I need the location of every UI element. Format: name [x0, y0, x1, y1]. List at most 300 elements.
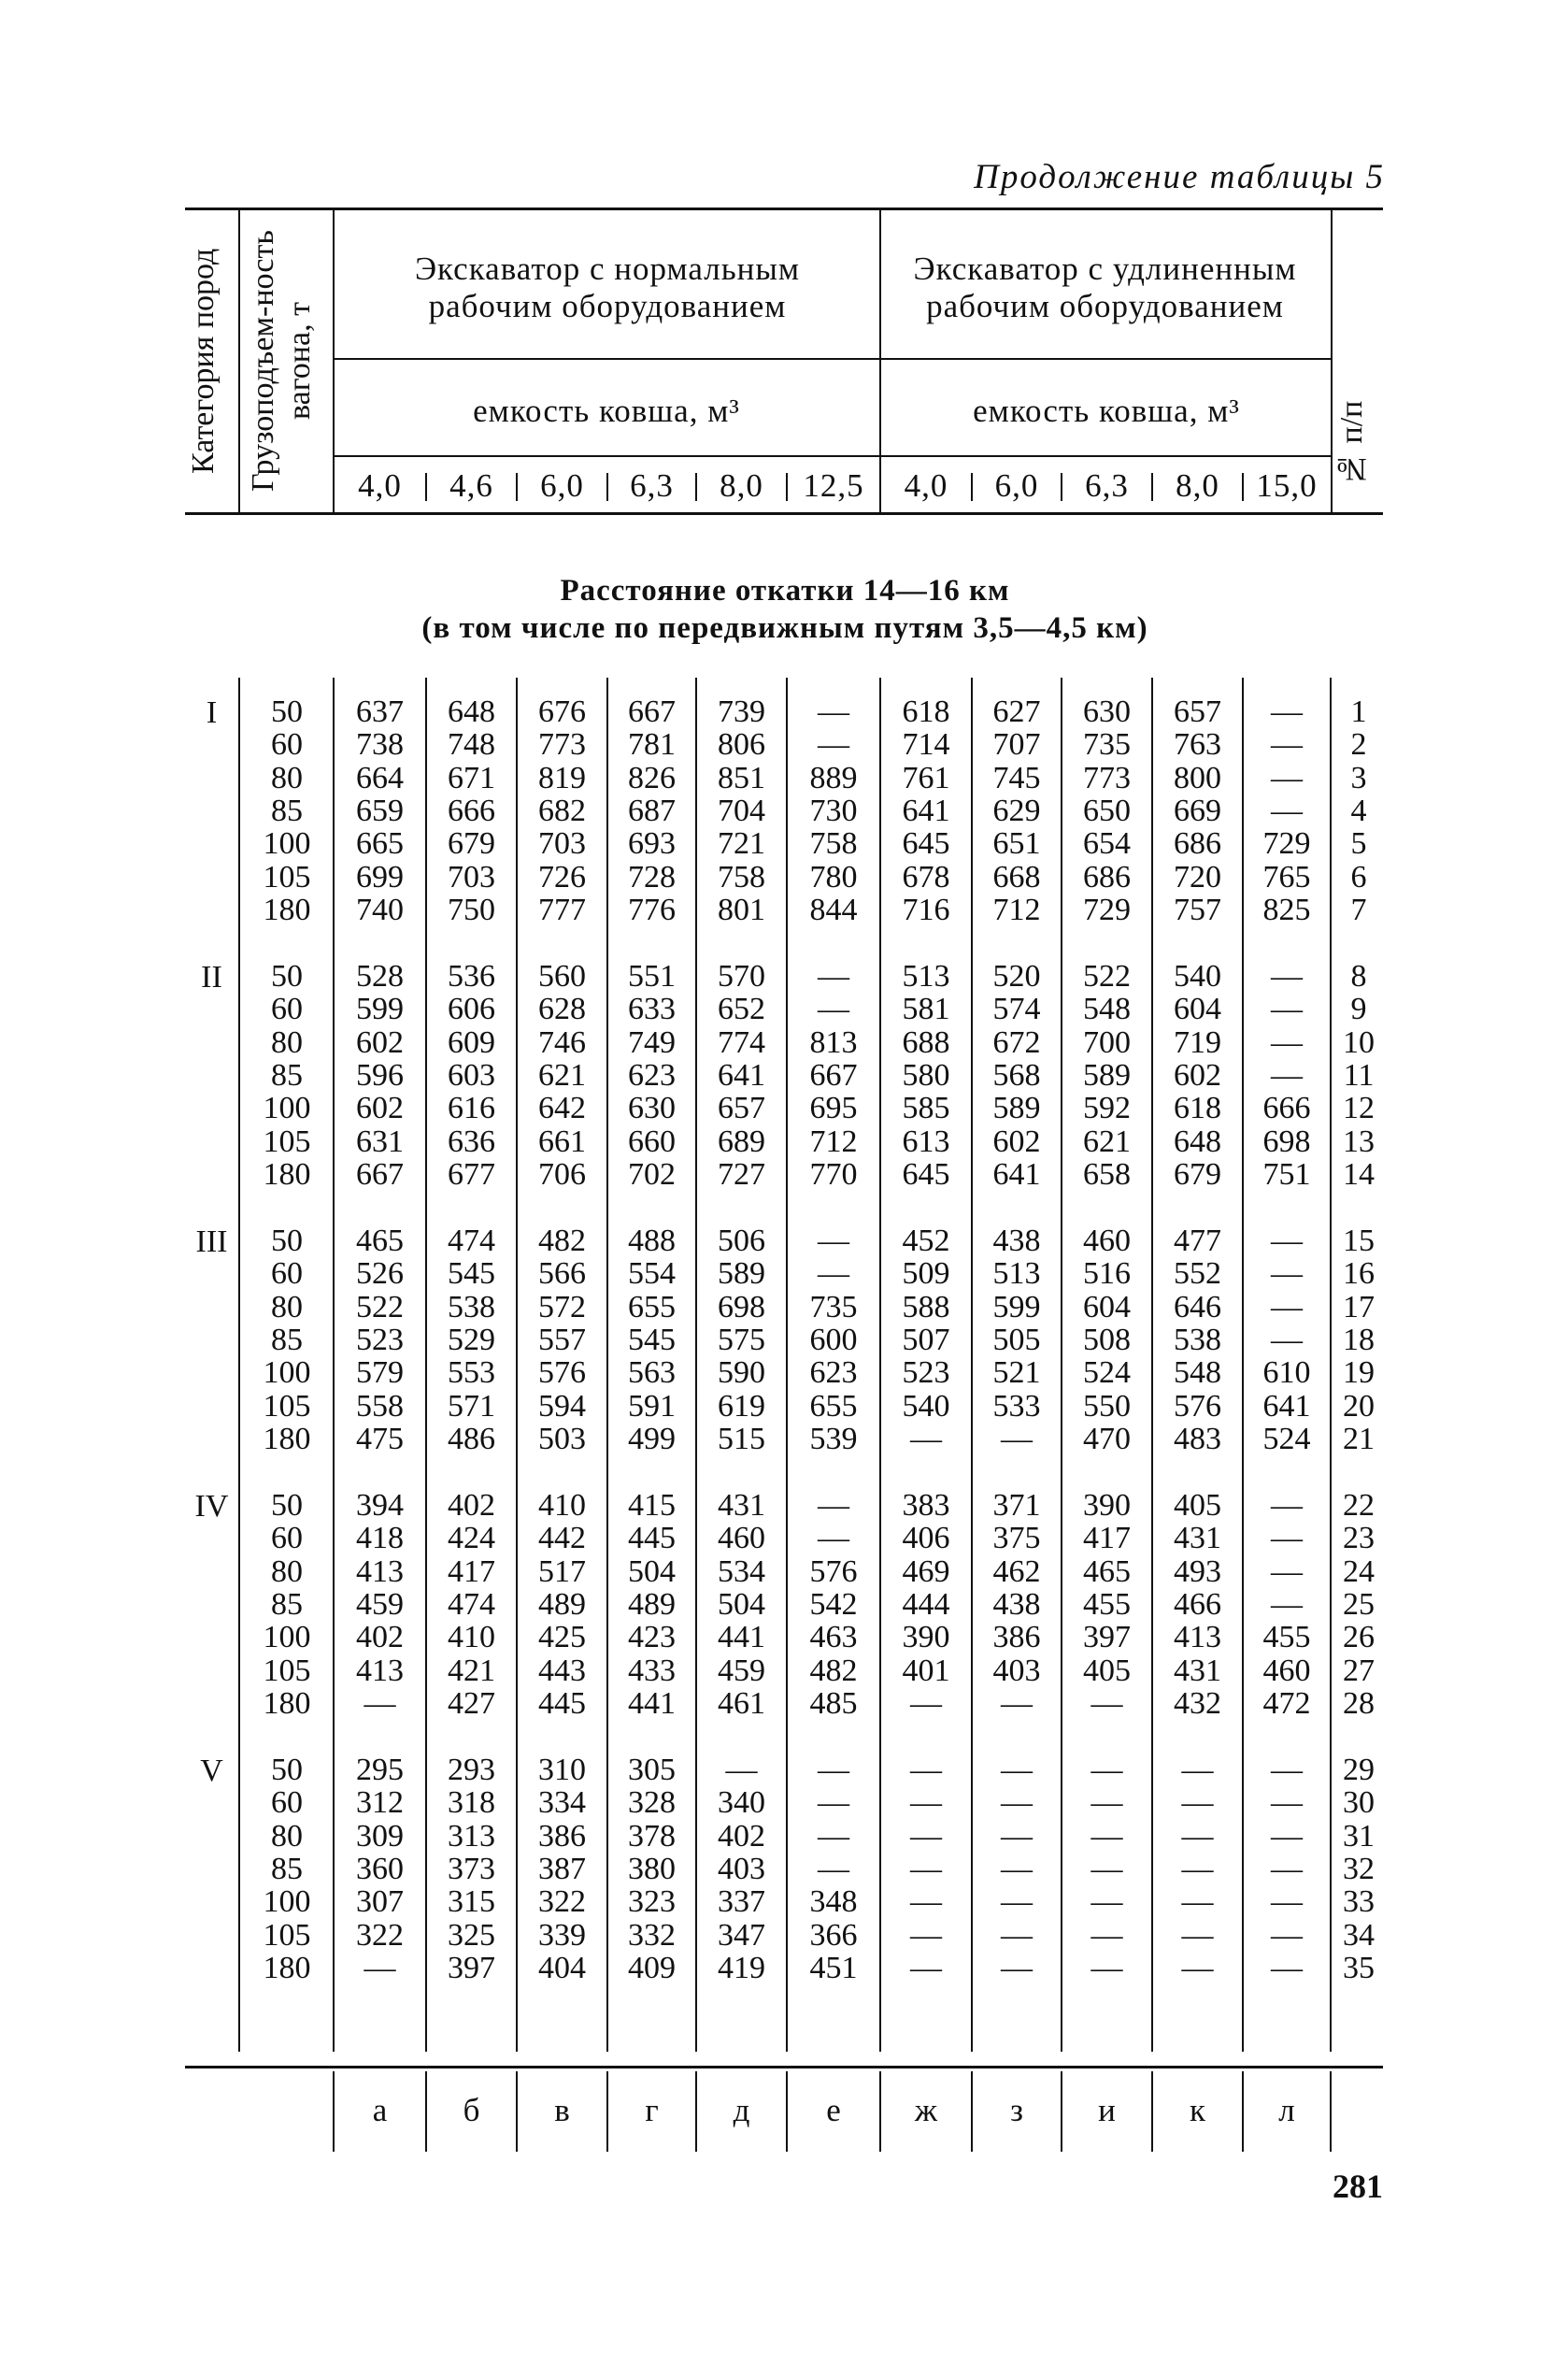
table-value-cell: 482	[809, 1653, 858, 1688]
bucket-size-cell: 12,5	[803, 467, 864, 504]
footer-vline	[333, 2071, 335, 2152]
table-value-cell: —	[910, 1884, 942, 1920]
row-number-cell: 35	[1343, 1950, 1375, 1985]
row-number-cell: 18	[1343, 1322, 1375, 1357]
row-number-cell: 32	[1343, 1851, 1375, 1886]
table-value-cell: 576	[1174, 1388, 1221, 1424]
table-value-cell: 540	[902, 1388, 950, 1424]
table-value-cell: 581	[902, 992, 950, 1027]
table-value-cell: 616	[448, 1091, 495, 1126]
table-value-cell: 740	[356, 892, 404, 927]
table-value-cell: 576	[809, 1553, 858, 1589]
table-value-cell: 509	[902, 1256, 950, 1292]
table-value-cell: 678	[902, 859, 950, 895]
table-value-cell: 658	[1083, 1156, 1131, 1192]
table-value-cell: 574	[992, 992, 1041, 1027]
table-value-cell: 339	[538, 1917, 586, 1953]
wagon-capacity-cell: 50	[271, 1753, 303, 1787]
row-number-cell: 4	[1350, 793, 1367, 828]
table-value-cell: —	[1001, 1851, 1033, 1886]
table-value-cell: 781	[628, 727, 676, 763]
footer-vline	[1151, 2071, 1153, 2152]
table-value-cell: 641	[992, 1156, 1041, 1192]
wagon-capacity-cell: 85	[271, 793, 303, 828]
wagon-capacity-cell: 100	[263, 1355, 311, 1391]
table-value-cell: 499	[628, 1421, 676, 1456]
table-value-cell: 415	[628, 1488, 676, 1523]
table-value-cell: 522	[356, 1289, 404, 1324]
wagon-capacity-cell: 50	[271, 1224, 303, 1258]
table-value-cell: 645	[902, 1156, 950, 1192]
table-value-cell: 550	[1083, 1388, 1131, 1424]
table-value-cell: 648	[1174, 1124, 1221, 1159]
row-number-cell: 2	[1350, 727, 1367, 763]
table-value-cell: 686	[1083, 859, 1131, 895]
table-value-cell: 441	[718, 1620, 765, 1655]
table-value-cell: 402	[448, 1488, 495, 1523]
table-value-cell: 328	[628, 1785, 676, 1821]
footer-vline	[971, 2071, 973, 2152]
section-title-line-1: Расстояние откатки 14—16 км	[560, 574, 1010, 608]
table-value-cell: 322	[538, 1884, 586, 1920]
bucket-size-cell: 6,0	[540, 467, 584, 504]
table-value-cell: 483	[1174, 1421, 1221, 1456]
table-value-cell: 652	[718, 992, 765, 1027]
table-value-cell: 668	[992, 859, 1041, 895]
table-value-cell: 405	[1174, 1488, 1221, 1523]
table-value-cell: 445	[628, 1521, 676, 1556]
table-value-cell: 609	[448, 1024, 495, 1060]
table-value-cell: —	[910, 1851, 942, 1886]
table-value-cell: —	[1181, 1917, 1214, 1953]
table-value-cell: 410	[448, 1620, 495, 1655]
row-number-cell: 5	[1350, 826, 1367, 862]
wagon-capacity-cell: 100	[263, 1091, 311, 1126]
column-letter-cell: в	[554, 2092, 570, 2128]
table-value-cell: 707	[992, 727, 1041, 763]
table-value-cell: 378	[628, 1818, 676, 1854]
wagon-capacity-cell: 100	[263, 1620, 311, 1655]
table-value-cell: —	[1271, 1256, 1303, 1292]
table-value-cell: 438	[992, 1586, 1041, 1622]
table-value-cell: —	[1271, 1521, 1303, 1556]
row-number-cell: 13	[1343, 1124, 1375, 1159]
column-letter-cell: и	[1098, 2092, 1116, 2128]
capacity-column-header: Грузоподъем-ность вагона, т	[246, 230, 318, 493]
table-value-cell: 482	[538, 1224, 586, 1258]
table-value-cell: 570	[718, 959, 765, 994]
table-value-cell: —	[1271, 1488, 1303, 1523]
row-number-cell: 33	[1343, 1884, 1375, 1920]
table-value-cell: 641	[1262, 1388, 1311, 1424]
table-value-cell: 621	[538, 1057, 586, 1093]
table-value-cell: 592	[1083, 1091, 1131, 1126]
rock-category-label: II	[201, 960, 222, 995]
column-letter-cell: б	[463, 2092, 480, 2128]
wagon-capacity-cell: 80	[271, 1289, 303, 1324]
wagon-capacity-cell: 60	[271, 992, 303, 1027]
row-number-cell: 11	[1343, 1057, 1375, 1093]
table-value-cell: 461	[718, 1685, 765, 1721]
table-value-cell: 424	[448, 1521, 495, 1556]
table-value-cell: 485	[809, 1685, 858, 1721]
row-number-cell: 29	[1343, 1753, 1375, 1787]
table-value-cell: —	[1271, 1289, 1303, 1324]
table-value-cell: 445	[538, 1685, 586, 1721]
table-value-cell: —	[1271, 1818, 1303, 1854]
table-value-cell: 404	[538, 1950, 586, 1985]
table-value-cell: 572	[538, 1289, 586, 1324]
table-value-cell: 452	[902, 1224, 950, 1258]
table-value-cell: 604	[1083, 1289, 1131, 1324]
table-value-cell: —	[818, 1256, 849, 1292]
table-value-cell: 486	[448, 1421, 495, 1456]
table-value-cell: 403	[992, 1653, 1041, 1688]
table-value-cell: 431	[1174, 1653, 1221, 1688]
footer-vline	[516, 2071, 518, 2152]
table-value-cell: 688	[902, 1024, 950, 1060]
table-value-cell: 413	[356, 1653, 404, 1688]
footer-vline	[786, 2071, 788, 2152]
column-letter-cell: а	[372, 2092, 388, 2128]
table-value-cell: 641	[902, 793, 950, 828]
column-letter-cell: ж	[914, 2092, 938, 2128]
table-value-cell: 729	[1083, 892, 1131, 927]
table-value-cell: 387	[538, 1851, 586, 1886]
table-value-cell: 402	[718, 1818, 765, 1854]
table-value-cell: —	[910, 1950, 942, 1985]
table-value-cell: 373	[448, 1851, 495, 1886]
table-value-cell: —	[1271, 1851, 1303, 1886]
wagon-capacity-cell: 105	[263, 1124, 311, 1159]
table-value-cell: 465	[356, 1224, 404, 1258]
wagon-capacity-cell: 85	[271, 1851, 303, 1886]
table-value-cell: 489	[538, 1586, 586, 1622]
table-value-cell: 568	[992, 1057, 1041, 1093]
table-value-cell: 337	[718, 1884, 765, 1920]
rock-category-label: I	[206, 695, 218, 730]
table-value-cell: 506	[718, 1224, 765, 1258]
table-value-cell: 645	[902, 826, 950, 862]
table-value-cell: 332	[628, 1917, 676, 1953]
table-value-cell: 418	[356, 1521, 404, 1556]
table-value-cell: 409	[628, 1950, 676, 1985]
table-value-cell: 405	[1083, 1653, 1131, 1688]
table-value-cell: 712	[809, 1124, 858, 1159]
table-value-cell: 800	[1174, 760, 1221, 795]
table-value-cell: 654	[1083, 826, 1131, 862]
table-value-cell: 459	[356, 1586, 404, 1622]
table-value-cell: 366	[809, 1917, 858, 1953]
table-value-cell: 600	[809, 1322, 858, 1357]
bucket-capacity-extended-header: емкость ковша, м³	[973, 393, 1240, 429]
table-value-cell: 419	[718, 1950, 765, 1985]
table-value-cell: 462	[992, 1553, 1041, 1589]
table-value-cell: —	[1181, 1785, 1214, 1821]
table-value-cell: 729	[1262, 826, 1311, 862]
table-value-cell: 776	[628, 892, 676, 927]
table-value-cell: 489	[628, 1586, 676, 1622]
table-value-cell: —	[1181, 1753, 1214, 1787]
table-value-cell: 819	[538, 760, 586, 795]
table-value-cell: 659	[356, 793, 404, 828]
table-value-cell: 431	[718, 1488, 765, 1523]
table-value-cell: 529	[448, 1322, 495, 1357]
table-value-cell: 844	[809, 892, 858, 927]
table-value-cell: 702	[628, 1156, 676, 1192]
table-value-cell: 666	[448, 793, 495, 828]
table-value-cell: 746	[538, 1024, 586, 1060]
rock-category-label: III	[195, 1224, 228, 1259]
table-value-cell: 689	[718, 1124, 765, 1159]
table-value-cell: 770	[809, 1156, 858, 1192]
table-value-cell: 493	[1174, 1553, 1221, 1589]
bucket-capacity-normal-header: емкость ковша, м³	[473, 393, 740, 429]
table-value-cell: 469	[902, 1553, 950, 1589]
table-value-cell: 417	[1083, 1521, 1131, 1556]
table-value-cell: 444	[902, 1586, 950, 1622]
table-value-cell: 563	[628, 1355, 676, 1391]
table-value-cell: 735	[1083, 727, 1131, 763]
row-number-cell: 17	[1343, 1289, 1375, 1324]
footer-vline	[1061, 2071, 1062, 2152]
footer-vline	[1330, 2071, 1332, 2152]
table-value-cell: —	[1001, 1884, 1033, 1920]
table-value-cell: 719	[1174, 1024, 1221, 1060]
table-value-cell: 542	[809, 1586, 858, 1622]
table-value-cell: —	[1271, 1553, 1303, 1589]
table-value-cell: 553	[448, 1355, 495, 1391]
wagon-capacity-cell: 80	[271, 1024, 303, 1060]
body-vline-category	[238, 678, 240, 2052]
table-value-cell: 773	[538, 727, 586, 763]
table-value-cell: 726	[538, 859, 586, 895]
column-letter-cell: е	[826, 2092, 841, 2128]
table-value-cell: 655	[628, 1289, 676, 1324]
table-value-cell: 636	[448, 1124, 495, 1159]
table-value-cell: 513	[902, 959, 950, 994]
table-value-cell: 646	[1174, 1289, 1221, 1324]
table-value-cell: 539	[809, 1421, 858, 1456]
table-value-cell: 305	[628, 1753, 676, 1787]
wagon-capacity-cell: 180	[263, 1685, 311, 1721]
bucket-size-cell: 6,3	[1085, 467, 1129, 504]
table-value-cell: 477	[1174, 1224, 1221, 1258]
table-value-cell: 313	[448, 1818, 495, 1854]
table-value-cell: 323	[628, 1884, 676, 1920]
column-letter-cell: г	[645, 2092, 659, 2128]
table-value-cell: 390	[902, 1620, 950, 1655]
table-value-cell: 698	[1262, 1124, 1311, 1159]
table-value-cell: 774	[718, 1024, 765, 1060]
table-value-cell: 599	[992, 1289, 1041, 1324]
table-value-cell: —	[910, 1421, 942, 1456]
table-value-cell: 517	[538, 1553, 586, 1589]
table-value-cell: 667	[356, 1156, 404, 1192]
table-value-cell: 455	[1083, 1586, 1131, 1622]
bucket-size-separator	[1151, 473, 1153, 501]
bucket-size-separator	[425, 473, 427, 501]
table-value-cell: 427	[448, 1685, 495, 1721]
bucket-size-separator	[1061, 473, 1062, 501]
rock-category-label: V	[200, 1754, 223, 1788]
table-bottom-rule	[185, 2066, 1383, 2069]
table-value-cell: 441	[628, 1685, 676, 1721]
row-number-cell: 34	[1343, 1917, 1375, 1953]
table-value-cell: —	[1271, 1024, 1303, 1060]
table-value-cell: —	[1271, 727, 1303, 763]
table-value-cell: 516	[1083, 1256, 1131, 1292]
table-value-cell: 566	[538, 1256, 586, 1292]
row-number-cell: 26	[1343, 1620, 1375, 1655]
table-value-cell: —	[1001, 1785, 1033, 1821]
table-value-cell: 637	[356, 694, 404, 729]
table-value-cell: 571	[448, 1388, 495, 1424]
table-value-cell: 650	[1083, 793, 1131, 828]
table-value-cell: 758	[718, 859, 765, 895]
table-value-cell: —	[1090, 1950, 1123, 1985]
table-value-cell: 629	[992, 793, 1041, 828]
table-value-cell: 551	[628, 959, 676, 994]
row-number-cell: 27	[1343, 1653, 1375, 1688]
table-value-cell: 460	[1083, 1224, 1131, 1258]
wagon-capacity-cell: 180	[263, 1421, 311, 1456]
table-value-cell: 433	[628, 1653, 676, 1688]
table-value-cell: 386	[538, 1818, 586, 1854]
bucket-size-cell: 4,0	[358, 467, 402, 504]
row-number-cell: 14	[1343, 1156, 1375, 1192]
table-value-cell: 488	[628, 1224, 676, 1258]
table-value-cell: 610	[1262, 1355, 1311, 1391]
table-value-cell: 716	[902, 892, 950, 927]
footer-vline	[606, 2071, 608, 2152]
header-bottom-rule	[185, 512, 1383, 515]
table-value-cell: —	[1271, 1884, 1303, 1920]
table-value-cell: 703	[538, 826, 586, 862]
table-value-cell: 657	[718, 1091, 765, 1126]
table-value-cell: 579	[356, 1355, 404, 1391]
extended-equipment-group-header: Экскаватор с удлиненным рабочим оборудованием	[913, 251, 1297, 325]
wagon-capacity-cell: 50	[271, 694, 303, 729]
table-value-cell: 406	[902, 1521, 950, 1556]
row-number-cell: 16	[1343, 1256, 1375, 1292]
table-value-cell: 750	[448, 892, 495, 927]
footer-vline	[425, 2071, 427, 2152]
table-value-cell: 604	[1174, 992, 1221, 1027]
table-value-cell: 386	[992, 1620, 1041, 1655]
table-value-cell: 613	[902, 1124, 950, 1159]
table-value-cell: 630	[1083, 694, 1131, 729]
footer-vline	[1242, 2071, 1244, 2152]
row-number-cell: 10	[1343, 1024, 1375, 1060]
table-value-cell: 589	[992, 1091, 1041, 1126]
bucket-size-cell: 6,3	[630, 467, 674, 504]
table-value-cell: 538	[1174, 1322, 1221, 1357]
table-value-cell: 521	[992, 1355, 1041, 1391]
row-number-cell: 19	[1343, 1355, 1375, 1391]
header-bucket-divider-rule	[334, 455, 1332, 457]
wagon-capacity-cell: 180	[263, 892, 311, 927]
table-value-cell: 459	[718, 1653, 765, 1688]
table-value-cell: 698	[718, 1289, 765, 1324]
table-value-cell: —	[910, 1753, 942, 1787]
wagon-capacity-cell: 60	[271, 1785, 303, 1821]
table-value-cell: 474	[448, 1586, 495, 1622]
table-value-cell: 730	[809, 793, 858, 828]
table-value-cell: 325	[448, 1917, 495, 1953]
table-value-cell: 474	[448, 1224, 495, 1258]
wagon-capacity-cell: 85	[271, 1586, 303, 1622]
row-number-cell: 3	[1350, 760, 1367, 795]
row-number-cell: 22	[1343, 1488, 1375, 1523]
table-value-cell: 763	[1174, 727, 1221, 763]
table-value-cell: 603	[448, 1057, 495, 1093]
table-value-cell: 596	[356, 1057, 404, 1093]
wagon-capacity-cell: 180	[263, 1950, 311, 1985]
section-title-line-2: (в том числе по передвижным путям 3,5—4,5 км)	[421, 611, 1148, 646]
table-value-cell: 714	[902, 727, 950, 763]
table-value-cell: —	[1001, 1917, 1033, 1953]
row-number-cell: 20	[1343, 1388, 1375, 1424]
table-value-cell: 590	[718, 1355, 765, 1391]
table-value-cell: —	[1271, 760, 1303, 795]
table-value-cell: 540	[1174, 959, 1221, 994]
row-number-cell: 25	[1343, 1586, 1375, 1622]
table-value-cell: —	[1001, 1818, 1033, 1854]
table-value-cell: 623	[628, 1057, 676, 1093]
table-value-cell: 777	[538, 892, 586, 927]
column-letter-cell: к	[1189, 2092, 1205, 2128]
row-number-cell: 21	[1343, 1421, 1375, 1456]
table-value-cell: 312	[356, 1785, 404, 1821]
table-value-cell: 442	[538, 1521, 586, 1556]
table-value-cell: 672	[992, 1024, 1041, 1060]
table-value-cell: 413	[356, 1553, 404, 1589]
table-value-cell: 666	[1262, 1091, 1311, 1126]
table-value-cell: 657	[1174, 694, 1221, 729]
table-value-cell: 390	[1083, 1488, 1131, 1523]
table-value-cell: 310	[538, 1753, 586, 1787]
table-value-cell: 557	[538, 1322, 586, 1357]
table-value-cell: 630	[628, 1091, 676, 1126]
table-value-cell: 669	[1174, 793, 1221, 828]
table-value-cell: 375	[992, 1521, 1041, 1556]
table-value-cell: —	[1001, 1753, 1033, 1787]
table-value-cell: 591	[628, 1388, 676, 1424]
table-value-cell: —	[818, 1818, 849, 1854]
table-value-cell: 295	[356, 1753, 404, 1787]
table-value-cell: —	[1271, 1322, 1303, 1357]
row-number-cell: 30	[1343, 1785, 1375, 1821]
table-value-cell: 322	[356, 1917, 404, 1953]
table-value-cell: 661	[538, 1124, 586, 1159]
table-value-cell: 508	[1083, 1322, 1131, 1357]
table-value-cell: —	[1001, 1685, 1033, 1721]
table-value-cell: 505	[992, 1322, 1041, 1357]
table-value-cell: 621	[1083, 1124, 1131, 1159]
table-continuation-caption: Продолжение таблицы 5	[974, 158, 1385, 196]
table-value-cell: 576	[538, 1355, 586, 1391]
table-value-cell: 402	[356, 1620, 404, 1655]
table-value-cell: 801	[718, 892, 765, 927]
table-value-cell: 401	[902, 1653, 950, 1688]
table-value-cell: —	[1271, 992, 1303, 1027]
bucket-size-separator	[695, 473, 697, 501]
table-value-cell: 513	[992, 1256, 1041, 1292]
table-value-cell: —	[1001, 1950, 1033, 1985]
row-number-column-header: № п/п	[1334, 400, 1369, 486]
table-value-cell: 309	[356, 1818, 404, 1854]
